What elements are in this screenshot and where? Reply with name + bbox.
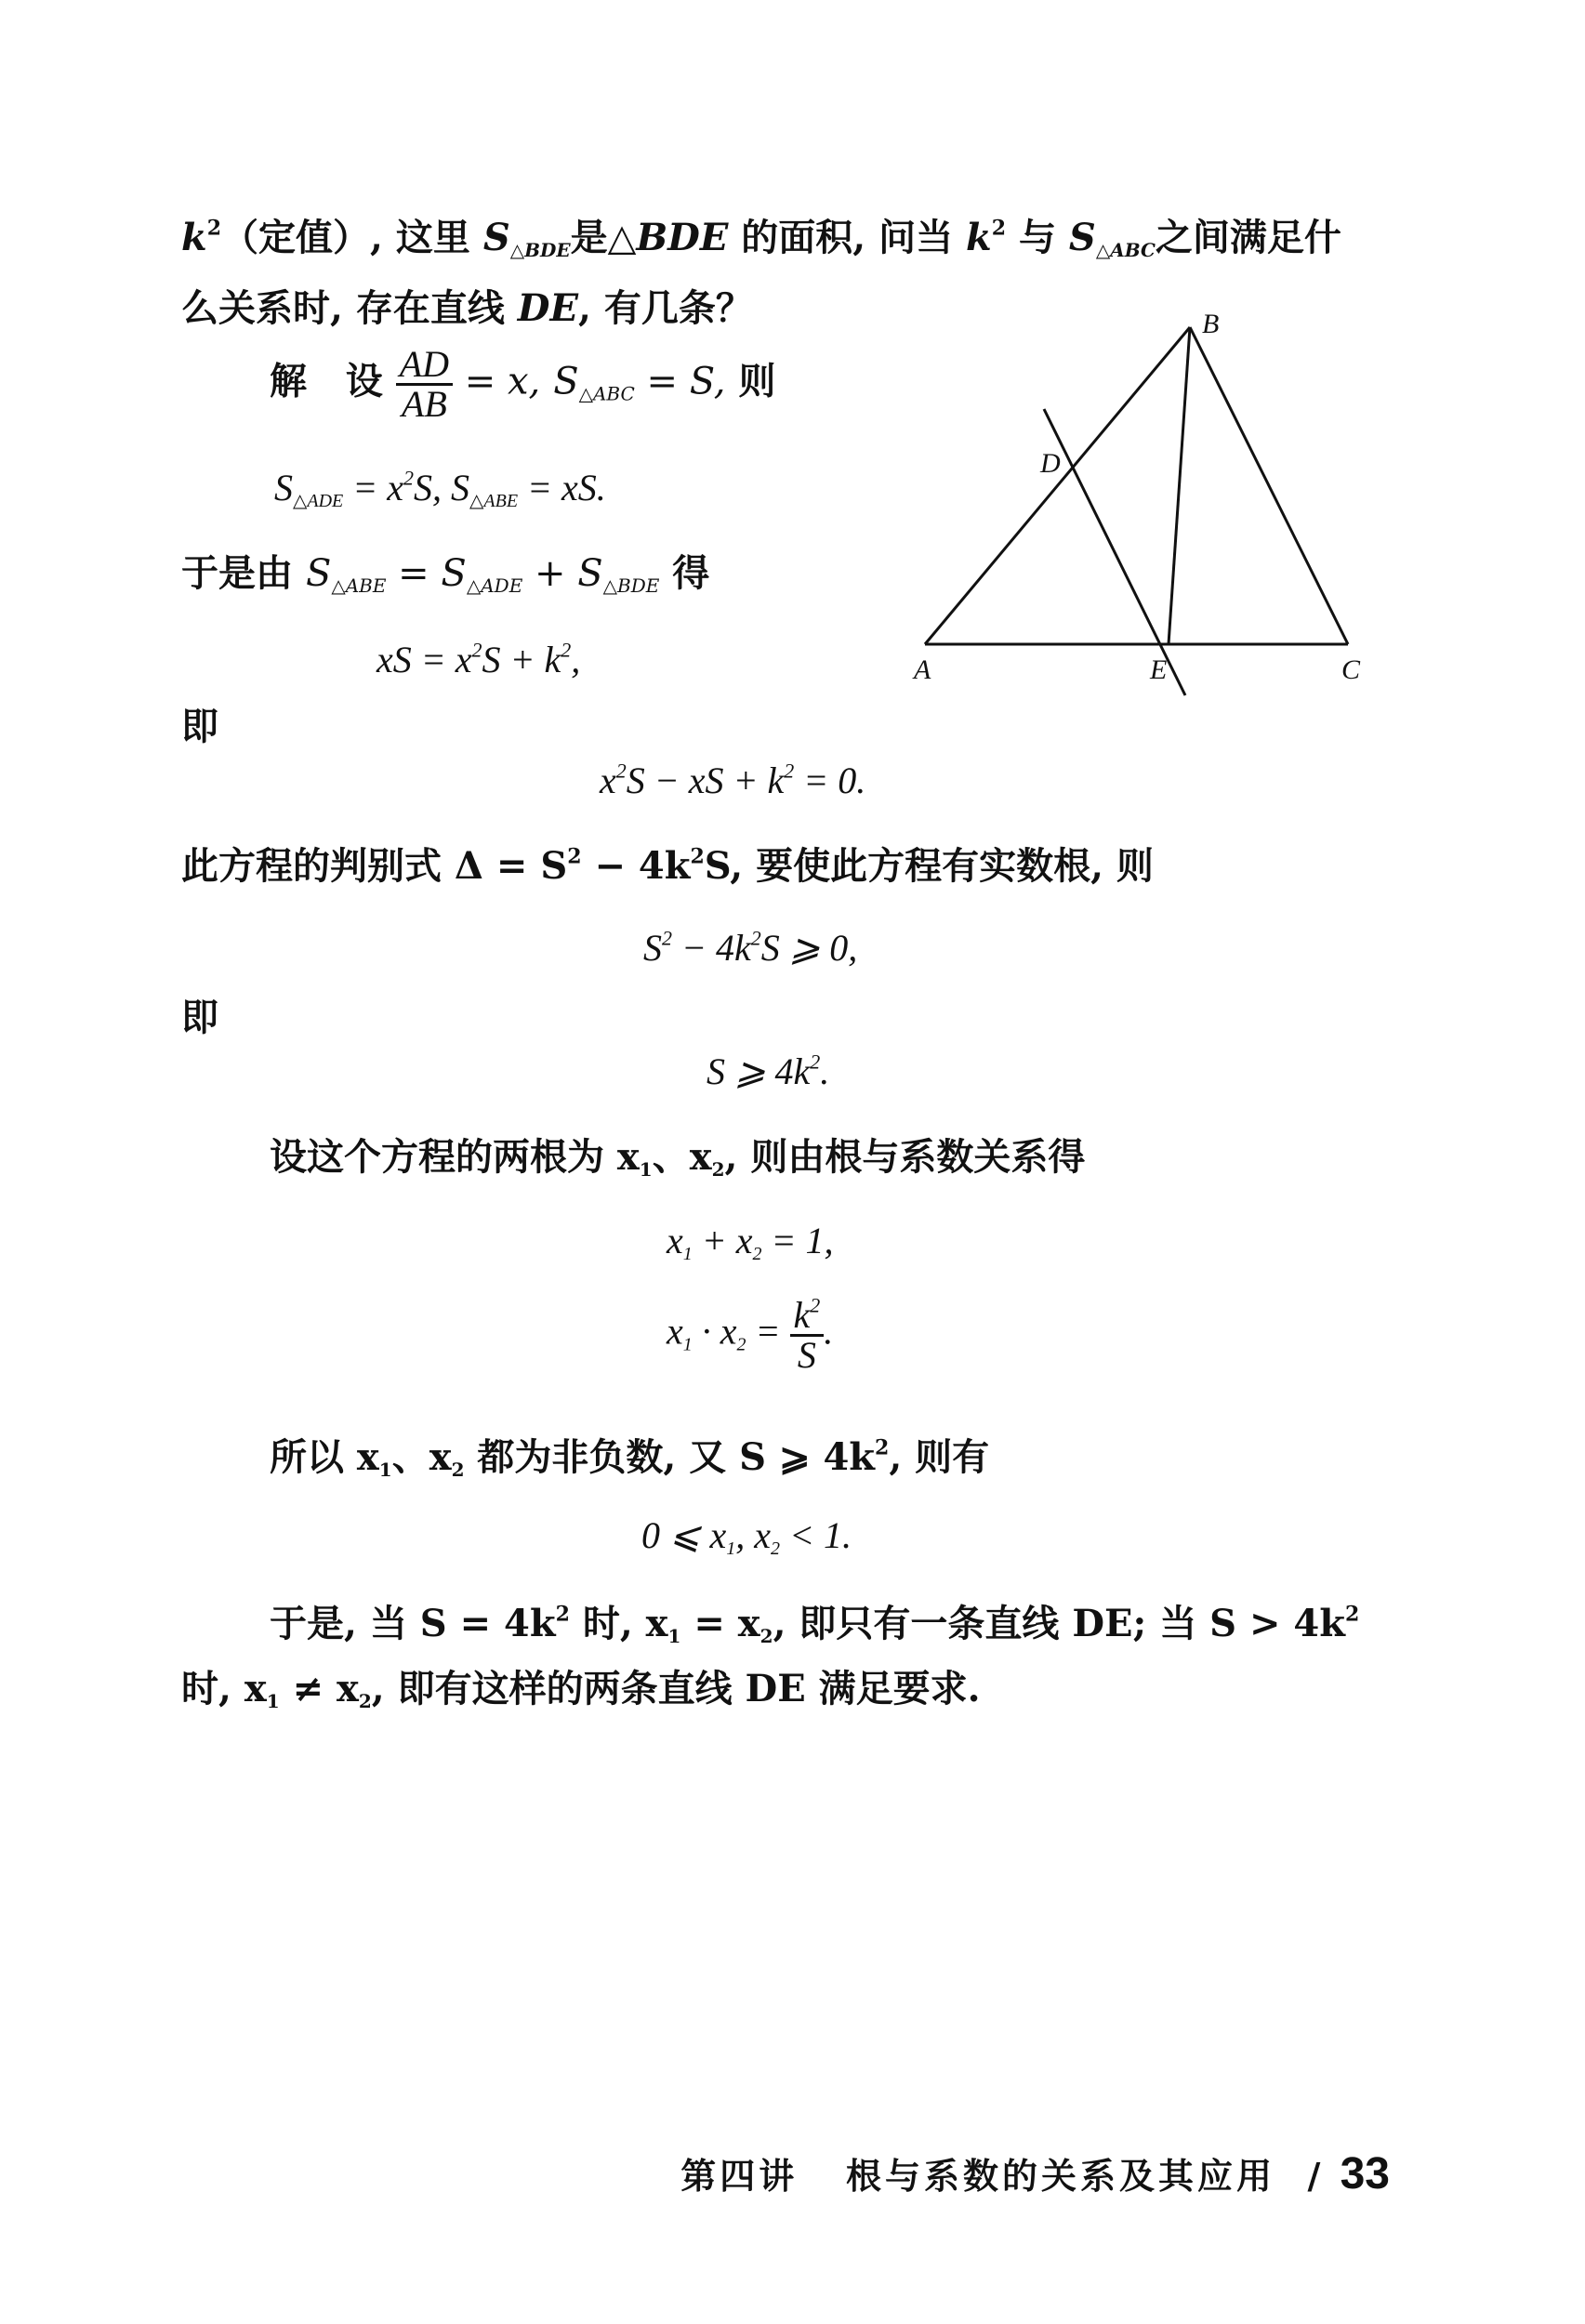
fraction-denominator: S [797,1334,816,1376]
sup: 2 [403,466,415,490]
sub: △BDE [509,239,571,261]
equation-part: S + k [482,639,561,680]
equation-part: , [571,639,581,680]
sub: 1 [266,1690,280,1712]
sup: 2 [784,759,795,783]
sub: 2 [711,1158,725,1181]
roots-line [270,1135,1086,1181]
equation-quadratic [600,759,866,801]
label-c: C [1341,654,1361,685]
text: S, 要使此方程有实数根, 则 [704,844,1154,888]
segment-bc [1190,327,1348,644]
sub: △ABE [331,574,387,597]
text: 于是由 [181,551,306,595]
equation-part: xS = x [376,639,472,680]
suoyi-line [270,1435,990,1481]
label-a: A [914,654,931,685]
page-footer [680,2147,1390,2199]
k-symbol: k [181,216,207,259]
fraction-numerator: AD [396,346,453,386]
sub: 1 [667,1625,681,1647]
sup: 2 [206,216,222,241]
S-symbol: S [1068,216,1096,259]
equation-part: S [643,927,662,969]
text: 之间满足什 [1155,216,1341,259]
equation-part: x [667,1220,683,1261]
discriminant-line [181,844,1154,888]
label-d: D [1040,448,1061,479]
S-symbol: S [577,552,603,595]
sup: 2 [810,1050,821,1074]
S-symbol: S [441,552,467,595]
equation-part: . [820,1050,830,1092]
sup: 2 [690,844,705,869]
sub: 2 [771,1538,781,1559]
text: 、x [391,1435,452,1479]
k-symbol: k [966,216,992,259]
text: = x [680,1602,760,1645]
problem-line-2 [181,286,753,330]
sub: 1 [682,1244,693,1264]
sub: △ABC [578,382,635,405]
equation-part: x [600,759,616,801]
S-symbol: S [451,467,470,508]
label-e: E [1150,654,1168,685]
text: 都为非负数, 又 S ⩾ 4k [464,1435,875,1479]
equation-sum-roots [667,1220,834,1264]
text: − 4k [581,844,691,888]
text: 时, x [181,1667,267,1710]
text: 是△ [570,216,637,259]
text: , 则由根与系数关系得 [724,1135,1086,1179]
text: , 则有 [889,1435,990,1479]
conclusion-line-1 [270,1602,1360,1647]
line-name: DE [517,286,578,330]
sub: △ADE [293,491,344,511]
text: 得 [659,551,710,595]
equation-part: < 1. [780,1514,852,1556]
footer-slash: / [1307,2155,1325,2197]
equation-part: S − xS + k [626,759,785,801]
text: 设这个方程的两根为 x [270,1135,640,1179]
sub: △ABC [1095,239,1156,261]
fraction-numerator [790,1293,825,1337]
equation-part: = [746,1310,781,1353]
equation-part: = x, [453,360,541,403]
sub: 1 [378,1459,392,1481]
equation-part: = xS. [518,467,606,508]
equation-part: . [824,1310,834,1353]
equation-inequality-1 [643,926,858,969]
sup: 2 [561,638,572,662]
solution-label: 解 [270,359,307,403]
sup: 2 [615,759,627,783]
sup: 2 [750,926,761,950]
text: 时, x [569,1602,668,1645]
text: 则 [738,359,776,403]
text: （定值）, 这里 [221,216,483,259]
sup: 2 [875,1435,890,1460]
text: ≠ x [279,1667,359,1710]
text: 、x [652,1135,712,1179]
ji-1: 即 [181,705,218,748]
text: 此方程的判别式 Δ = S [181,844,568,888]
yushi-line [181,551,710,597]
sup: 2 [810,1293,821,1317]
text: 与 [1006,216,1069,259]
triangle-figure [906,307,1390,706]
k-symbol: k [793,1294,811,1336]
footer-lecture: 第四讲 [680,2155,799,2197]
equation-part: = x [343,467,404,508]
equation-root-bounds [641,1514,852,1559]
equation-part: · x [692,1310,737,1353]
sub: 1 [639,1158,653,1181]
equation-part: , x [735,1514,772,1556]
equation-part: x [667,1310,683,1353]
S-symbol: S [553,360,579,403]
equation-part: = 0. [794,759,866,801]
equation-product-roots [667,1293,834,1376]
equation-part: S ⩾ 0, [760,927,858,969]
sub: 2 [752,1244,762,1264]
text: , 有几条？ [577,286,753,330]
S-symbol: S [482,216,510,259]
sup: 2 [555,1602,570,1627]
sub: 2 [358,1690,372,1712]
fraction-denominator: AB [401,383,447,425]
sub: 2 [759,1625,773,1647]
problem-line-1 [181,216,1341,261]
sub: 1 [682,1334,693,1355]
sub: △BDE [602,574,660,597]
equation-part: − 4k [672,927,751,969]
sup: 2 [567,844,582,869]
text: 的面积, 问当 [728,216,967,259]
page-number: 33 [1340,2149,1390,2199]
sub: △ABE [469,491,519,511]
sub: 1 [726,1538,736,1559]
equation-part: = [386,552,442,595]
line-de [1044,409,1185,695]
sup: 2 [1344,1602,1360,1627]
sup: 2 [662,926,672,950]
sup: 2 [991,216,1007,241]
S-symbol: S [305,552,332,595]
label-b: B [1202,309,1220,339]
sub: △ADE [466,574,523,597]
text: , 即只有一条直线 DE; 当 S > 4k [773,1602,1345,1645]
equation-part: S ⩾ 4k [707,1050,811,1092]
triangle-name: BDE [636,216,729,259]
S-symbol: S [274,467,293,508]
text: 设 [345,359,383,403]
ji-2: 即 [181,996,218,1039]
fraction-ad-ab [396,343,453,425]
equation-part: S, [414,467,442,508]
sup: 2 [471,638,482,662]
fraction-k2-over-s [790,1293,825,1376]
text: , 即有这样的两条直线 DE 满足要求. [371,1667,981,1710]
text: 所以 x [270,1435,379,1479]
sub: 2 [451,1459,465,1481]
equation-inequality-2 [707,1050,830,1092]
footer-title: 根与系数的关系及其应用 [846,2155,1276,2197]
conclusion-line-2 [181,1667,981,1712]
text: 么关系时, 存在直线 [181,286,518,330]
equation-xs [376,638,581,680]
sub: 2 [736,1334,746,1355]
equation-area-relations [274,466,606,511]
equation-part: + [522,552,578,595]
solution-setup-line [270,343,776,425]
equation-part: 0 ⩽ x [641,1514,727,1556]
segment-be [1169,327,1190,644]
equation-part: = 1, [761,1220,834,1261]
equation-part: + x [692,1220,753,1261]
figure-lines [925,327,1348,695]
text: 于是, 当 S = 4k [270,1602,556,1645]
equation-part: = S, [634,360,726,403]
segment-ab [925,327,1190,644]
